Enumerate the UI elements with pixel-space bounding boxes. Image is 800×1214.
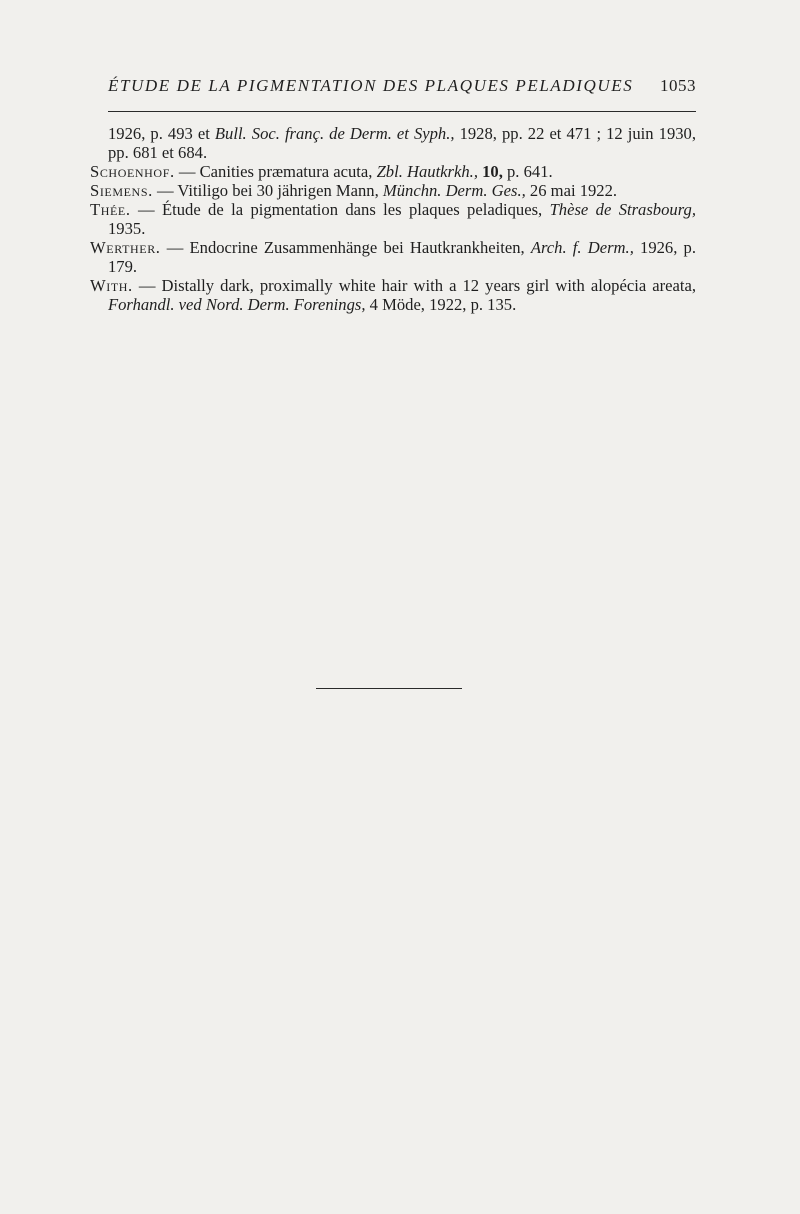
reference-journal: Thèse de Strasbourg, xyxy=(549,200,696,219)
page-number: 1053 xyxy=(660,76,696,95)
reference-entry xyxy=(90,276,696,314)
reference-author: Werther. xyxy=(90,238,161,257)
reference-author: Thée. xyxy=(90,200,131,219)
reference-entry xyxy=(90,238,696,276)
reference-entry xyxy=(90,200,696,238)
reference-text: — Endocrine Zusammenhänge bei Hautkrankheiten, xyxy=(160,238,531,257)
reference-journal: Zbl. Hautkrkh., xyxy=(376,162,478,181)
end-rule xyxy=(316,688,462,689)
reference-text: — Canities præmatura acuta, xyxy=(174,162,377,181)
reference-journal: Bull. Soc. franç. de Derm. et Syph., xyxy=(214,124,455,143)
bibliography xyxy=(90,124,696,314)
reference-text: — Distally dark, proximally white hair with a 12 years girl with alopécia areata, xyxy=(132,276,696,295)
reference-text: 1926, p. 179. xyxy=(108,238,696,276)
running-header xyxy=(108,76,696,96)
running-title: ÉTUDE DE LA PIGMENTATION DES PLAQUES PELADIQUES xyxy=(108,76,634,95)
reference-text: 4 Möde, 1922, p. 135. xyxy=(365,295,517,314)
reference-text: — Vitiligo bei 30 jährigen Mann, xyxy=(152,181,383,200)
reference-text: 1926, p. 493 et xyxy=(108,124,215,143)
header-rule xyxy=(108,111,696,112)
reference-author: Schoenhof. xyxy=(90,162,175,181)
reference-journal: Forhandl. ved Nord. Derm. Forenings, xyxy=(108,295,366,314)
reference-author: With. xyxy=(90,276,133,295)
reference-text: 26 mai 1922. xyxy=(525,181,618,200)
reference-journal: Münchn. Derm. Ges., xyxy=(382,181,526,200)
reference-entry xyxy=(90,181,696,200)
reference-text: p. 641. xyxy=(502,162,553,181)
reference-journal: Arch. f. Derm., xyxy=(530,238,634,257)
reference-volume: 10, xyxy=(477,162,503,181)
reference-text: — Étude de la pigmentation dans les plaques peladiques, xyxy=(130,200,550,219)
reference-entry xyxy=(90,162,696,181)
reference-entry xyxy=(90,124,696,162)
reference-text: 1928, pp. 22 et 471 ; 12 juin 1930, pp. 681 et 684. xyxy=(108,124,696,162)
reference-author: Siemens. xyxy=(90,181,153,200)
reference-text: 1935. xyxy=(108,219,146,238)
